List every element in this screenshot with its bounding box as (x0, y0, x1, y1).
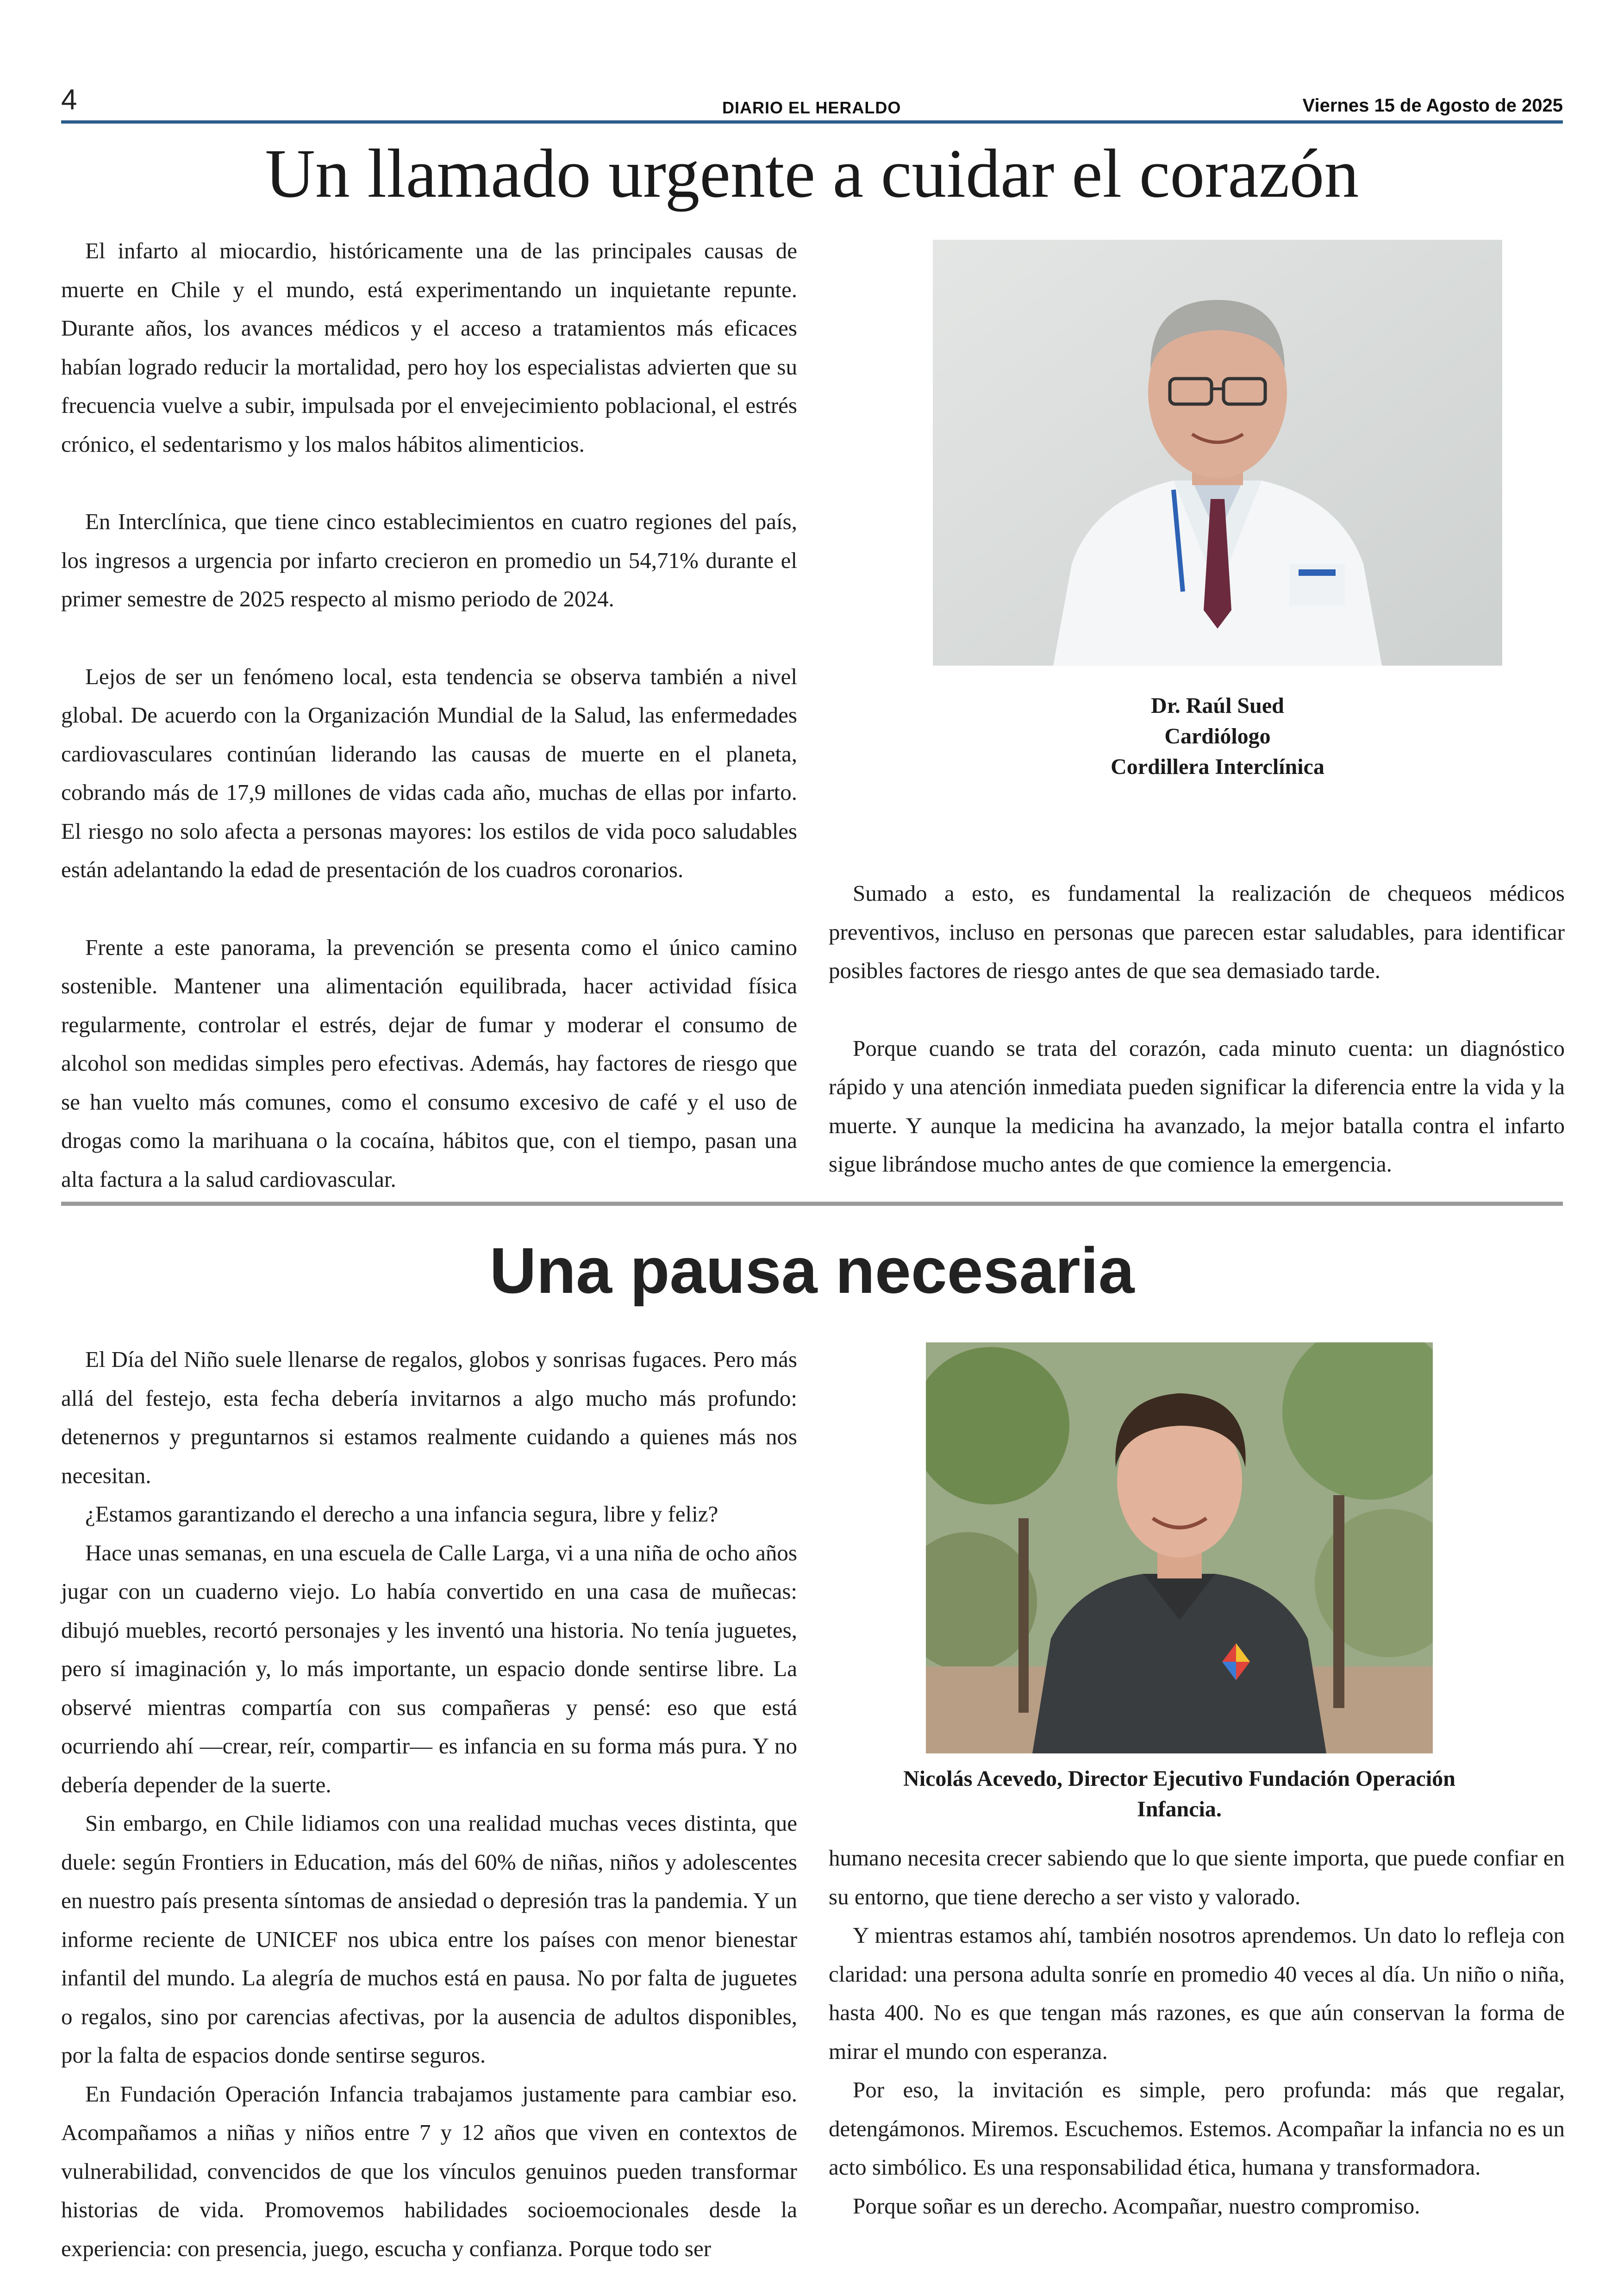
section-divider (61, 1202, 1563, 1206)
article-2-paragraph: ¿Estamos garantizando el derecho a una infancia segura, libre y feliz? (85, 1501, 718, 1527)
director-photo-caption (856, 1764, 1502, 1825)
article-1-paragraph: Lejos de ser un fenómeno local, esta tendencia se observa también a nivel global. De acuerdo con la Organización Mundial de la Salud, las enfermedades cardiovasculares continúan liderando las causas de muerte en el planeta, cobrando más de 17,9 millones de vidas cada año, muchas de ellas por infarto. El riesgo no solo afecta a personas mayores: los estilos de vida poco saludables están adelantando la edad de presentación de los cuadros coronarios. (61, 663, 797, 882)
article-1-paragraph: En Interclínica, que tiene cinco establecimientos en cuatro regiones del país, los ingresos a urgencia por infarto crecieron en promedio un 54,71% durante el primer semestre de 2025 respecto al mismo periodo de 2024. (61, 509, 797, 611)
article-2-paragraph: Por eso, la invitación es simple, pero profunda: más que regalar, detengámonos. Miremos. Escuchemos. Estemos. Acompañar la infancia no es un acto simbólico. Es una responsabilidad ética, humana y transformadora. (829, 2077, 1565, 2180)
article-1-paragraph: Porque cuando se trata del corazón, cada minuto cuenta: un diagnóstico rápido y una atención inmediata pueden significar la diferencia entre la vida y la muerte. Y aunque la medicina ha avanzado, la mejor batalla contra el infarto sigue librándose mucho antes de que comience la emergencia. (829, 1035, 1565, 1177)
caption-institution: Cordillera Interclínica (1111, 755, 1324, 779)
article-2-paragraph: El Día del Niño suele llenarse de regalos, globos y sonrisas fugaces. Pero más allá del festejo, esta fecha debería invitarnos a algo mucho más profundo: detenernos y preguntarnos si estamos realmente cuidando a quienes más nos necesitan. (61, 1347, 797, 1488)
article-1-paragraph: Sumado a esto, es fundamental la realización de chequeos médicos preventivos, incluso en personas que parecen estar saludables, para identificar posibles factores de riesgo antes de que sea demasiado tarde. (829, 880, 1565, 983)
caption-line: Nicolás Acevedo, Director Ejecutivo Fundación Operación (903, 1766, 1455, 1791)
caption-role: Cardiólogo (1164, 724, 1271, 748)
page-number: 4 (61, 84, 77, 116)
article-2-paragraph: Sin embargo, en Chile lidiamos con una realidad muchas veces distinta, que duele: según Frontiers in Education, más del 60% de niñas, niños y adolescentes en nuestro país presenta síntomas de ansiedad o depresión tras la pandemia. Y un informe reciente de UNICEF nos ubica entre los países con menor bienestar infantil del mundo. La alegría de muchos está en pausa. No por falta de juguetes o regalos, sino por carencias afectivas, por la ausencia de adultos disponibles, por la falta de espacios donde sentirse seguros. (61, 1810, 797, 2068)
issue-date: Viernes 15 de Agosto de 2025 (1302, 95, 1563, 116)
article-2-paragraph: Y mientras estamos ahí, también nosotros aprendemos. Un dato lo refleja con claridad: una persona adulta sonríe en promedio 40 veces al día. Un niño o niña, hasta 400. No es que tengan más razones, es que aún conservan la forma de mirar el mundo con esperanza. (829, 1922, 1565, 2064)
article-2-paragraph: humano necesita crecer sabiendo que lo que siente importa, que puede confiar en su entorno, que tiene derecho a ser visto y valorado. (829, 1845, 1565, 1909)
article-2-paragraph: Porque soñar es un derecho. Acompañar, nuestro compromiso. (853, 2193, 1420, 2219)
director-portrait-illustration (926, 1342, 1433, 1753)
article-2-column-right (829, 1839, 1565, 2225)
article-1-column-left (61, 231, 797, 1198)
director-portrait-photo (926, 1342, 1433, 1753)
article-1-paragraph: Frente a este panorama, la prevención se presenta como el único camino sostenible. Mantener una alimentación equilibrada, hacer actividad física regularmente, controlar el estrés, dejar de fumar y moderar el consumo de alcohol son medidas simples pero efectivas. Además, hay factores de riesgo que se han vuelto más comunes, como el consumo excesivo de café y el uso de drogas como la marihuana o la cocaína, hábitos que, con el tiempo, pasan una alta factura a la salud cardiovascular. (61, 934, 797, 1192)
article-2-column-left (61, 1340, 797, 2268)
caption-name: Dr. Raúl Sued (1151, 693, 1284, 718)
doctor-portrait-photo (933, 240, 1502, 666)
doctor-portrait-illustration (933, 240, 1502, 666)
doctor-photo-caption (933, 691, 1502, 782)
article-2-paragraph: Hace unas semanas, en una escuela de Calle Larga, vi a una niña de ocho años jugar con un cuaderno viejo. Lo había convertido en una casa de muñecas: dibujó muebles, recortó personajes y les inventó una historia. No tenía juguetes, pero sí imaginación y, lo más importante, un espacio donde sentirse libre. La observé mientras compartía con sus compañeras y pensé: eso que está ocurriendo ahí —crear, reír, compartir— es infancia en su forma más pura. Y no debería depender de la suerte. (61, 1540, 797, 1797)
article-1-headline: Un llamado urgente a cuidar el corazón (265, 135, 1359, 212)
article-1-paragraph: El infarto al miocardio, históricamente una de las principales causas de muerte en Chile y el mundo, está experimentando un inquietante repunte. Durante años, los avances médicos y el acceso a tratamientos más eficaces habían logrado reducir la mortalidad, pero hoy los especialistas advierten que su frecuencia vuelve a subir, impulsada por el envejecimiento poblacional, el estrés crónico, el sedentarismo y los malos hábitos alimenticios. (61, 238, 797, 457)
article-2-paragraph: En Fundación Operación Infancia trabajamos justamente para cambiar eso. Acompañamos a niñas y niños entre 7 y 12 años que viven en contextos de vulnerabilidad, convencidos de que los vínculos genuinos pueden transformar historias de vida. Promovemos habilidades socioemocionales desde la experiencia: con presencia, juego, escucha y confianza. Porque todo ser (61, 2081, 797, 2261)
newspaper-name: DIARIO EL HERALDO (722, 98, 901, 117)
article-2-headline: Una pausa necesaria (489, 1234, 1135, 1307)
article-1-column-right (829, 874, 1565, 1184)
header-rule (61, 120, 1563, 124)
caption-line: Infancia. (1137, 1797, 1222, 1821)
